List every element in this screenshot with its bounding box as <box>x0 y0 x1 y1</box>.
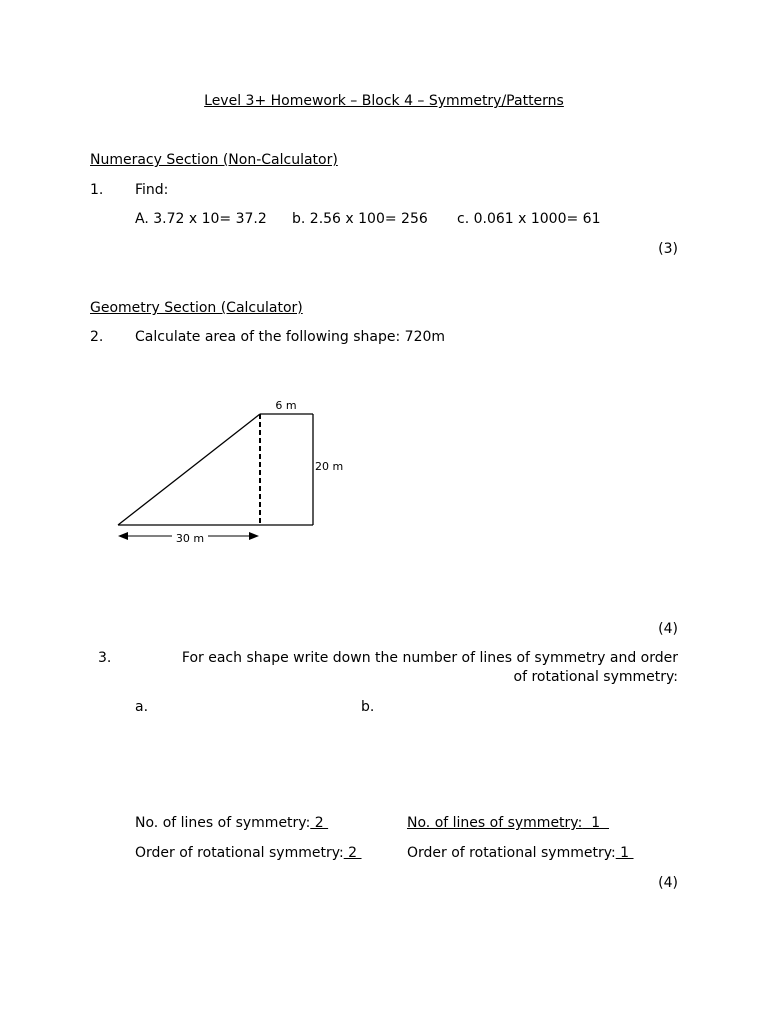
q3-marks: (4) <box>658 875 678 891</box>
q2-marks: (4) <box>658 621 678 637</box>
q3a-lines-label: No. of lines of symmetry: <box>135 815 311 831</box>
q1-part-b: b. 2.56 x 100= 256 <box>292 211 428 227</box>
diagram-side-label: 20 m <box>315 460 344 473</box>
q1-marks: (3) <box>658 241 678 257</box>
q3b-lines-value: 1 <box>582 815 610 831</box>
q1-part-a: A. 3.72 x 10= 37.2 <box>135 211 267 227</box>
diagram-hypotenuse <box>118 414 260 525</box>
diagram-arrowhead-left <box>118 532 128 540</box>
q1-prompt: Find: <box>135 182 169 198</box>
q3b-lines-row <box>407 814 609 832</box>
q3b-order-label: Order of rotational symmetry: <box>407 845 616 861</box>
q3b-order-value: 1 <box>615 845 634 861</box>
geometry-heading: Geometry Section (Calculator) <box>90 300 303 316</box>
q3a-order-row <box>135 844 362 862</box>
q2-prompt: Calculate area of the following shape: 720m <box>135 329 446 345</box>
q3-prompt-line1: For each shape write down the number of lines of symmetry and order <box>181 650 678 666</box>
q3a-order-value: 2 <box>343 845 362 861</box>
q2-number: 2. <box>90 329 104 345</box>
q3-shape-b-label: b. <box>361 699 375 715</box>
q3b-lines-label: No. of lines of symmetry: <box>407 815 583 831</box>
q3a-lines-row <box>135 814 328 832</box>
q3a-order-label: Order of rotational symmetry: <box>135 845 344 861</box>
q3-prompt-line2: of rotational symmetry: <box>513 669 678 685</box>
q3-number: 3. <box>98 650 112 666</box>
q1-part-c: c. 0.061 x 1000= 61 <box>457 211 601 227</box>
q3b-order-row <box>407 844 634 862</box>
numeracy-heading: Numeracy Section (Non-Calculator) <box>90 152 338 168</box>
diagram-arrowhead-right <box>249 532 259 540</box>
q3a-lines-value: 2 <box>310 815 329 831</box>
diagram-top-label: 6 m <box>275 399 297 412</box>
page-title: Level 3+ Homework – Block 4 – Symmetry/Patterns <box>204 93 564 109</box>
diagram-base-label: 30 m <box>175 532 205 545</box>
q3-shape-a-label: a. <box>135 699 149 715</box>
q1-number: 1. <box>90 182 104 198</box>
